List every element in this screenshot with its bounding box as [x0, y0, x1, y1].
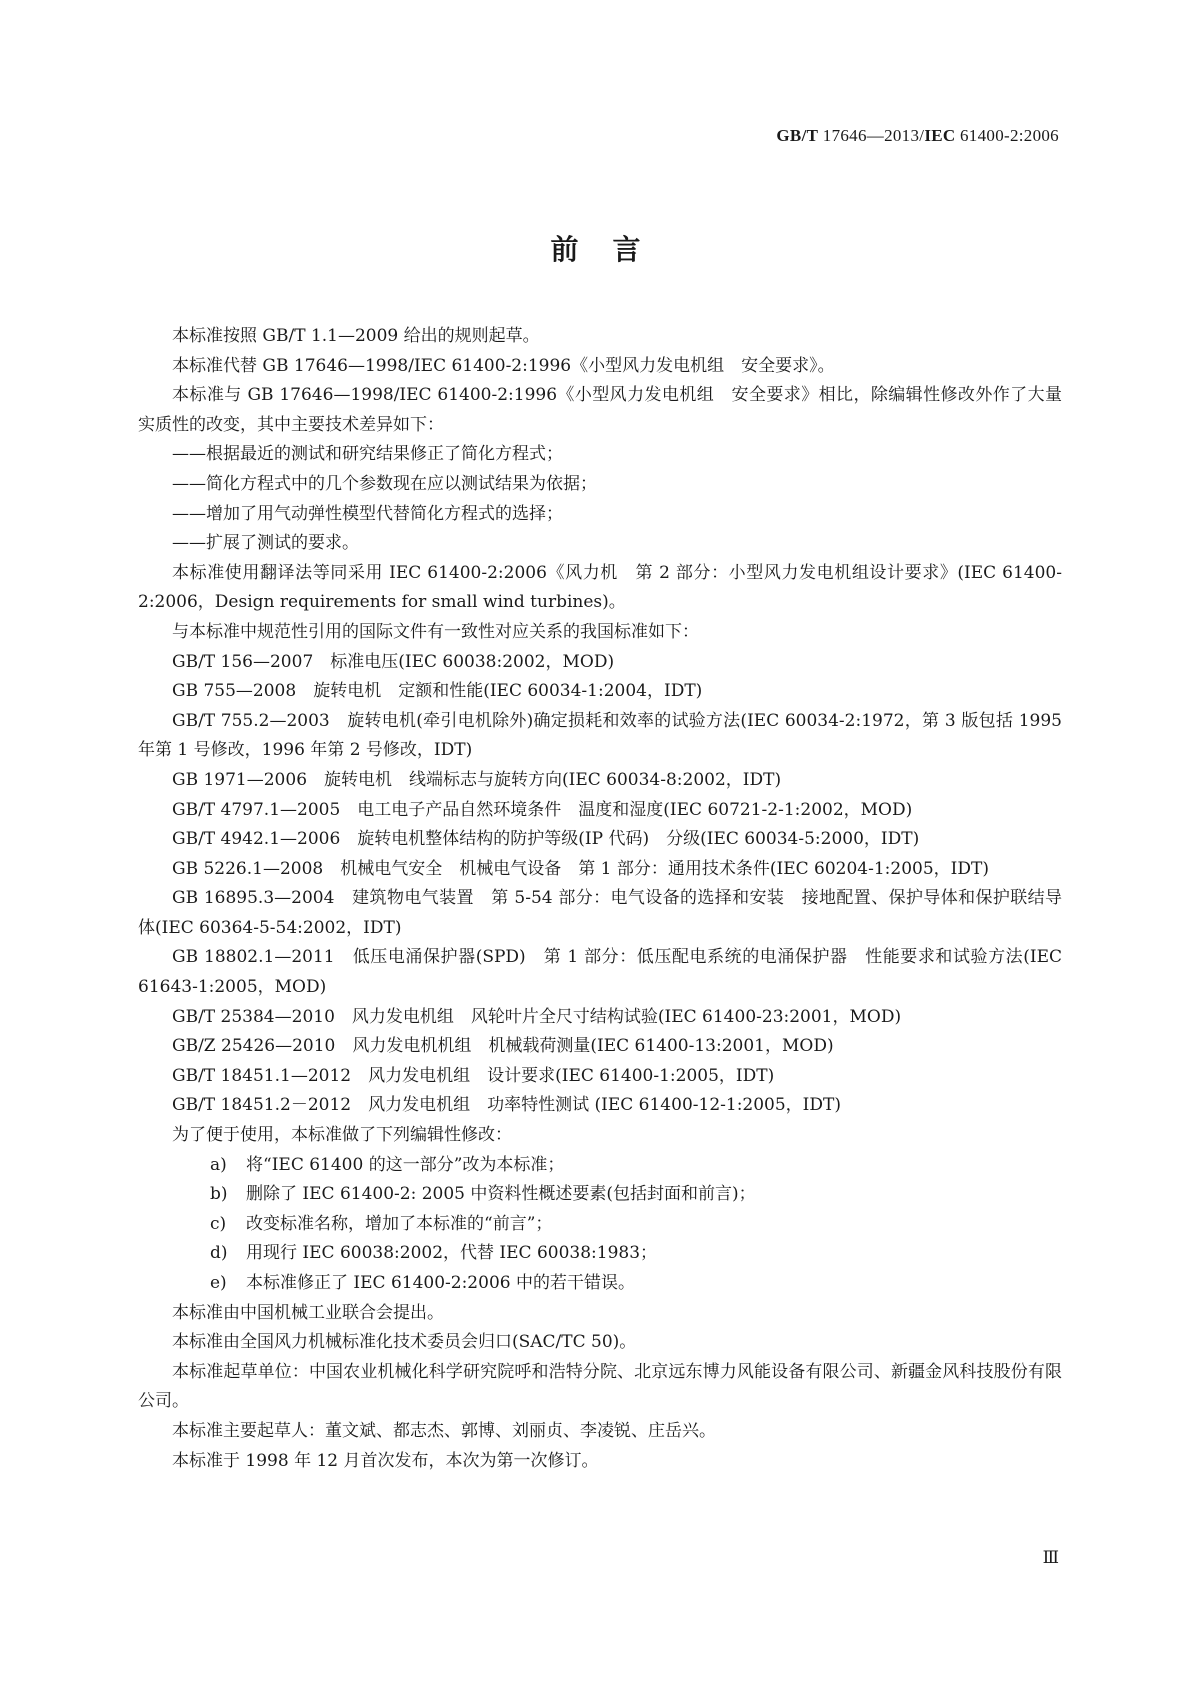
editorial-item [138, 1210, 1062, 1240]
reference-item: GB/T 18451.1—2012 风力发电机组 设计要求(IEC 61400-1:2005，IDT) [172, 1065, 775, 1086]
std-prefix: GB/T [776, 126, 819, 145]
reference-item: GB 1971—2006 旋转电机 线端标志与旋转方向(IEC 60034-8:2002，IDT) [172, 769, 782, 790]
std-iec: IEC [924, 126, 956, 145]
reference-item: GB 755—2008 旋转电机 定额和性能(IEC 60034-1:2004，IDT) [172, 681, 703, 702]
paragraph-proposer: 本标准由中国机械工业联合会提出。 [172, 1302, 444, 1323]
paragraph-replaces: 本标准代替 GB 17646—1998/IEC 61400-2:1996《小型风力发电机组 安全要求》。 [172, 355, 835, 376]
reference-item: GB 16895.3—2004 建筑物电气装置 第 5-54 部分：电气设备的选择和安装 接地配置、保护导体和保护联结导体(IEC 60364-5-54:2002，IDT) [138, 888, 1062, 938]
editorial-item-label: b) [210, 1184, 228, 1205]
reference-item: GB/T 156—2007 标准电压(IEC 60038:2002，MOD) [172, 651, 615, 672]
editorial-item-text: 删除了 IEC 61400-2: 2005 中资料性概述要素(包括封面和前言)； [246, 1184, 756, 1205]
editorial-item-label: c) [210, 1213, 227, 1234]
difference-item: ——扩展了测试的要求。 [172, 533, 359, 554]
editorial-item-label: e) [210, 1273, 227, 1293]
reference-item: GB/T 25384—2010 风力发电机组 风轮叶片全尺寸结构试验(IEC 61400-23:2001，MOD) [172, 1006, 902, 1027]
editorial-item-label: a) [210, 1154, 227, 1175]
paragraph-drafters: 本标准主要起草人：董文斌、都志杰、郭博、刘丽贞、李凌锐、庄岳兴。 [172, 1420, 716, 1441]
reference-item: GB/T 755.2—2003 旋转电机(牵引电机除外)确定损耗和效率的试验方法(IEC 60034-2:1972，第 3 版包括 1995 年第 1 号修改，1996 年第 2 号修改，IDT) [138, 710, 1062, 761]
paragraph-adoption: 本标准使用翻译法等同采用 IEC 61400-2:2006《风力机 第 2 部分：小型风力发电机组设计要求》(IEC 61400-2:2006，Design requirements for small wind turbines)。 [138, 562, 1062, 613]
editorial-item [138, 1180, 1062, 1210]
editorial-item-text: 用现行 IEC 60038:2002，代替 IEC 60038:1983； [246, 1243, 658, 1264]
reference-item: GB 5226.1—2008 机械电气安全 机械电气设备 第 1 部分：通用技术条件(IEC 60204-1:2005，IDT) [172, 858, 989, 879]
std-number: 17646—2013/ [818, 126, 925, 145]
paragraph-editorial-intro: 为了便于使用，本标准做了下列编辑性修改： [172, 1125, 512, 1146]
editorial-item-text: 改变标准名称，增加了本标准的“前言”； [246, 1213, 553, 1234]
foreword-body [138, 322, 1062, 1476]
editorial-item-label: d) [210, 1243, 228, 1264]
page-number: Ⅲ [1042, 1548, 1059, 1567]
difference-item: ——根据最近的测试和研究结果修正了简化方程式； [172, 444, 563, 465]
editorial-item-text: 本标准修正了 IEC 61400-2:2006 中的若干错误。 [246, 1273, 635, 1293]
editorial-item [138, 1269, 1062, 1299]
paragraph-differences: 本标准与 GB 17646—1998/IEC 61400-2:1996《小型风力发电机组 安全要求》相比，除编辑性修改外作了大量实质性的改变，其中主要技术差异如下： [138, 385, 1062, 435]
page-title: 前言 [550, 233, 675, 266]
reference-item: GB/T 4797.1—2005 电工电子产品自然环境条件 温度和湿度(IEC 60721-2-1:2002，MOD) [172, 799, 913, 820]
reference-item: GB/Z 25426—2010 风力发电机机组 机械载荷测量(IEC 61400-13:2001，MOD) [172, 1036, 834, 1057]
paragraph-drafting-units: 本标准起草单位：中国农业机械化科学研究院呼和浩特分院、北京远东博力风能设备有限公司、新疆金风科技股份有限公司。 [138, 1361, 1062, 1412]
editorial-item [138, 1239, 1062, 1269]
editorial-item-text: 将“IEC 61400 的这一部分”改为本标准； [246, 1154, 565, 1175]
std-iec-number: 61400-2:2006 [955, 126, 1059, 145]
difference-item: ——增加了用气动弹性模型代替简化方程式的选择； [172, 503, 563, 524]
reference-item: GB 18802.1—2011 低压电涌保护器(SPD) 第 1 部分：低压配电系统的电涌保护器 性能要求和试验方法(IEC 61643-1:2005，MOD) [138, 947, 1062, 998]
editorial-item [138, 1151, 1062, 1181]
reference-item: GB/T 18451.2－2012 风力发电机组 功率特性测试 (IEC 61400-12-1:2005，IDT) [172, 1095, 842, 1116]
difference-item: ——简化方程式中的几个参数现在应以测试结果为依据； [172, 473, 597, 494]
reference-item: GB/T 4942.1—2006 旋转电机整体结构的防护等级(IP 代码) 分级(IEC 60034-5:2000，IDT) [172, 829, 920, 850]
paragraph-drafting-rules: 本标准按照 GB/T 1.1—2009 给出的规则起草。 [172, 326, 540, 346]
paragraph-history: 本标准于 1998 年 12 月首次发布，本次为第一次修订。 [172, 1450, 599, 1471]
paragraph-references-intro: 与本标准中规范性引用的国际文件有一致性对应关系的我国标准如下： [172, 621, 699, 642]
standard-number-header [776, 126, 1059, 146]
paragraph-committee: 本标准由全国风力机械标准化技术委员会归口(SAC/TC 50)。 [172, 1332, 637, 1353]
